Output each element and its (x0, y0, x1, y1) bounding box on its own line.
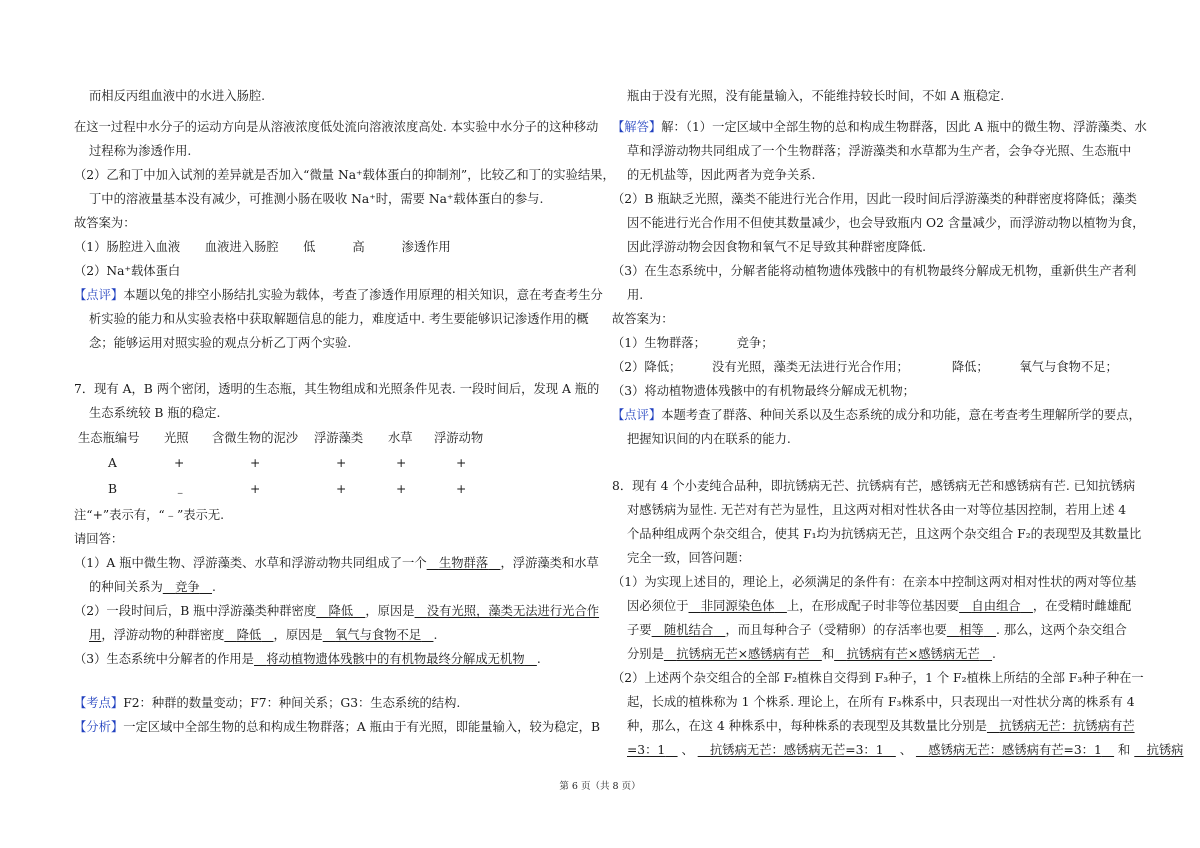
comment-tag: 【点评】 (612, 408, 662, 422)
answer-blank: 自由组合 (971, 599, 1021, 613)
kaodian-tag: 【考点】 (74, 696, 124, 710)
comment-paragraph: 【点评】本题考查了群落、种间关系以及生态系统的成分和功能，意在考查考生理解所学的要点， (612, 408, 1141, 422)
comment-paragraph (74, 287, 603, 303)
table-header: 浮游动物 (434, 431, 484, 445)
answer-line: 分别是 抗锈病无芒×感锈病有芒 和 抗锈病有芒×感锈病无芒 . (627, 647, 996, 661)
text-line: 析实验的能力和从实验表格中获取解题信息的能力，难度适中. 考生要能够识记渗透作用的概 (89, 312, 589, 326)
jieda-tag: 【解答】 (612, 120, 662, 134)
answer-blank: 抗锈病有芒×感锈病无芒 (846, 647, 980, 661)
table-cell: + (250, 482, 261, 496)
question-8-title: 8．现有 4 个小麦纯合品种，即抗锈病无芒、抗锈病有芒，感锈病无芒和感锈病有芒. 已知抗锈病 (612, 479, 1136, 493)
table-cell: + (456, 482, 467, 496)
answer-blank: 非同源染色体 (700, 599, 775, 613)
table-header: 生态瓶编号 (78, 431, 140, 445)
fenxi-tag: 【分析】 (74, 720, 124, 734)
answer-line: 因必须位于 非同源染色体 上，在形成配子时非等位基因要 自由组合 ，在受精时雌雄配 (627, 599, 1132, 613)
text-line: 念；能够运用对照实验的观点分析乙丁两个实验. (89, 336, 352, 350)
text-line: 丁中的溶液量基本没有减少，可推测小肠在吸收 Na⁺时，需要 Na⁺载体蛋白的参与. (89, 192, 544, 206)
text-line: 请回答： (74, 532, 124, 546)
table-header: 水草 (388, 431, 413, 445)
table-cell: + (250, 456, 261, 470)
text-span: 本题以兔的排空小肠结扎实验为载体，考查了渗透作用原理的相关知识，意在考查考生分 (123, 288, 603, 302)
jieda-line: 【解答】解：（1）一定区域中全部生物的总和构成生物群落，因此 A 瓶中的微生物、浮游藻类、水 (612, 120, 1147, 134)
text-line: 完全一致，回答问题： (627, 551, 750, 565)
text-line: 在这一过程中水分子的运动方向是从溶液浓度低处流向溶液浓度高处. 本实验中水分子的这种移动 (74, 120, 599, 134)
text-line: 因此浮游动物会因食物和氧气不足导致其种群密度降低. (627, 240, 927, 254)
table-header: 光照 (164, 431, 189, 445)
answer-blank: 将动植物遗体残骸中的有机物最终分解成无机物 (266, 652, 525, 666)
answer-blank: 相等 (959, 623, 984, 637)
table-cell: + (396, 456, 407, 470)
table-cell: ﹣ (174, 485, 187, 499)
text-line: 故答案为： (74, 216, 136, 230)
answer-line: 的种间关系为 竞争 . (89, 580, 216, 594)
table-cell: + (336, 456, 347, 470)
text-line: 注“+”表示有，“﹣”表示无. (74, 508, 225, 522)
page-footer: 第 6 页（共 8 页） (559, 781, 641, 792)
text-line: 用. (627, 288, 644, 302)
answer-blank: 生物群落 (438, 556, 489, 570)
table-cell: B (108, 482, 118, 496)
table-cell: + (174, 456, 185, 470)
text-line: 对感锈病为显性. 无芒对有芒为显性，且这两对相对性状各由一对等位基因控制，若用上述 4 (627, 503, 1127, 517)
comment-tag: 【点评】 (74, 288, 124, 302)
answer-blank: 没有光照，藻类无法进行光合作 (426, 604, 600, 618)
text-line: （1）生物群落； 竞争； (612, 336, 774, 350)
text-line: （2）Na⁺载体蛋白 (74, 264, 181, 278)
text-line: （3）在生态系统中，分解者能将动植物遗体残骸中的有机物最终分解成无机物，重新供生产者利 (612, 264, 1137, 278)
answer-line: （3）生态系统中分解者的作用是 将动植物遗体残骸中的有机物最终分解成无机物 . (74, 652, 541, 666)
text-line: （1）肠腔进入血液 血液进入肠腔 低 高 渗透作用 (74, 240, 451, 254)
answer-line: （1）A 瓶中微生物、浮游藻类、水草和浮游动物共同组成了一个 生物群落 ，浮游藻类和水草 (74, 556, 599, 570)
text-line: 个品种组成两个杂交组合，使其 F₁均为抗锈病无芒，且这两个杂交组合 F₂的表现型及其数量比 (627, 527, 1142, 541)
text-line: （3）将动植物遗体残骸中的有机物最终分解成无机物； (612, 384, 915, 398)
answer-blank: 抗锈病无芒：抗锈病有芒 (999, 719, 1135, 733)
answer-blank: 竞争 (175, 580, 200, 594)
text-line: （1）为实现上述目的，理论上，必须满足的条件有：在亲本中控制这两对相对性状的两对等位基 (612, 575, 1137, 589)
text-line: （2）上述两个杂交组合的全部 F₂植株自交得到 F₃种子，1 个 F₂植株上所结的全部 F₃种子种在一 (612, 671, 1144, 685)
answer-blank: 抗锈病无芒：感锈病无芒=3：1 (710, 743, 884, 757)
text-line: （2）降低； 没有光照，藻类无法进行光合作用； 降低； 氧气与食物不足； (612, 360, 1118, 374)
text-line: 生态系统较 B 瓶的稳定. (89, 406, 221, 420)
table-cell: + (456, 456, 467, 470)
text-line: 瓶由于没有光照，没有能量输入，不能维持较长时间，不如 A 瓶稳定. (627, 89, 1005, 103)
answer-line: （2）一段时间后，B 瓶中浮游藻类种群密度 降低 ，原因是 没有光照，藻类无法进行光合作 (74, 604, 600, 618)
question-7-title: 7．现有 A，B 两个密闭，透明的生态瓶，其生物组成和光照条件见表. 一段时间后，发现 A 瓶的 (74, 382, 600, 396)
answer-blank: =3：1 (627, 743, 666, 757)
text-line: 因不能进行光合作用不但使其数量减少，也会导致瓶内 O2 含量减少，而浮游动物以植物为食， (627, 216, 1145, 230)
answer-blank: 随机结合 (663, 623, 714, 637)
table-cell: A (108, 456, 117, 470)
text-line: 起，长成的植株称为 1 个株系. 理论上，在所有 F₃株系中，只表现出一对性状分离的株系有 4 (627, 695, 1135, 709)
table-cell: + (336, 482, 347, 496)
table-cell: + (396, 482, 407, 496)
answer-blank: 抗锈病 (1146, 743, 1184, 757)
text-line: （2）乙和丁中加入试剂的差异就是否加入“微量 Na⁺载体蛋白的抑制剂”，比较乙和丁的实验结果， (74, 168, 615, 182)
answer-blank: 用 (89, 628, 102, 642)
answer-line: 子要 随机结合 ，而且每种合子（受精卵）的存活率也要 相等 . 那么，这两个杂交组合 (627, 623, 1127, 637)
table-header: 含微生物的泥沙 (212, 431, 299, 445)
answer-line: 种，那么，在这 4 种株系中，每种株系的表现型及其数量比分别是 抗锈病无芒：抗锈病有芒 (627, 719, 1135, 733)
text-line: 草和浮游动物共同组成了一个生物群落；浮游藻类和水草都为生产者，会争夺光照、生态瓶中 (627, 144, 1132, 158)
table-header: 浮游藻类 (314, 431, 364, 445)
answer-blank: 降低 (328, 604, 354, 618)
text-line: 过程称为渗透作用. (89, 144, 192, 158)
text-line: 故答案为： (612, 312, 674, 326)
text-line: （2）B 瓶缺乏光照，藻类不能进行光合作用，因此一段时间后浮游藻类的种群密度将降低；藻类 (612, 192, 1137, 206)
fenxi-line: 【分析】一定区域中全部生物的总和构成生物群落；A 瓶由于有光照，即能量输入，较为稳定，B (74, 720, 601, 734)
answer-line: =3：1 、 抗锈病无芒：感锈病无芒=3：1 、 感锈病无芒：感锈病有芒=3：1 和 抗锈病 (627, 743, 1184, 757)
answer-blank: 降低 (236, 628, 262, 642)
kaodian-line: 【考点】F2：种群的数量变动；F7：种间关系；G3：生态系统的结构. (74, 696, 461, 710)
text-line: 把握知识间的内在联系的能力. (627, 432, 791, 446)
answer-blank: 感锈病无芒：感锈病有芒=3：1 (928, 743, 1102, 757)
text-line: 而相反丙组血液中的水进入肠腔. (89, 89, 266, 103)
text-line: 的无机盐等，因此两者为竞争关系. (627, 168, 816, 182)
answer-line: 用，浮游动物的种群密度 降低 ，原因是 氧气与食物不足 . (89, 628, 438, 642)
answer-blank: 抗锈病无芒×感锈病有芒 (676, 647, 810, 661)
answer-blank: 氧气与食物不足 (335, 628, 422, 642)
